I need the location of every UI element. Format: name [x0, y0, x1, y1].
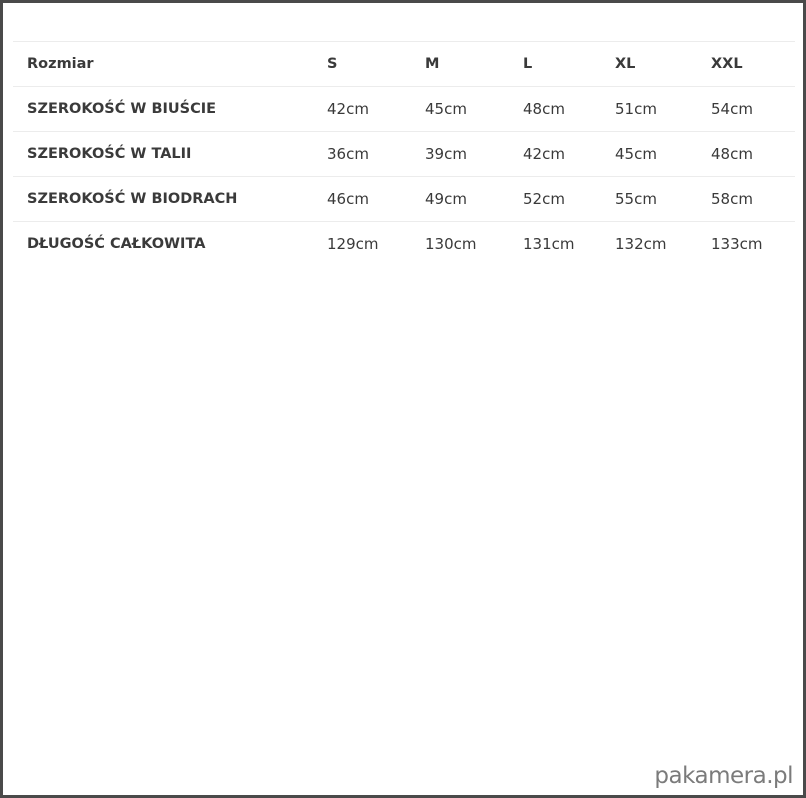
table-cell: 51cm: [601, 87, 697, 132]
row-label: DŁUGOŚĆ CAŁKOWITA: [13, 222, 313, 267]
table-cell: 52cm: [509, 177, 601, 222]
table-row: [13, 222, 795, 267]
table-cell: 45cm: [601, 132, 697, 177]
header-size-xl: XL: [601, 42, 697, 87]
table-cell: 49cm: [411, 177, 509, 222]
table-cell: 42cm: [509, 132, 601, 177]
table-cell: 133cm: [697, 222, 795, 267]
pakamera-watermark: pakamera.pl: [654, 763, 793, 789]
table-cell: 130cm: [411, 222, 509, 267]
header-size-label: Rozmiar: [13, 42, 313, 87]
table-cell: 48cm: [697, 132, 795, 177]
row-label: SZEROKOŚĆ W BIUŚCIE: [13, 87, 313, 132]
header-size-l: L: [509, 42, 601, 87]
size-table: [13, 41, 795, 266]
row-label: SZEROKOŚĆ W BIODRACH: [13, 177, 313, 222]
header-size-xxl: XXL: [697, 42, 795, 87]
table-row: [13, 132, 795, 177]
table-cell: 48cm: [509, 87, 601, 132]
table-cell: 45cm: [411, 87, 509, 132]
row-label: SZEROKOŚĆ W TALII: [13, 132, 313, 177]
header-size-m: M: [411, 42, 509, 87]
table-row: [13, 177, 795, 222]
table-cell: 129cm: [313, 222, 411, 267]
table-cell: 46cm: [313, 177, 411, 222]
table-header-row: [13, 42, 795, 87]
table-cell: 58cm: [697, 177, 795, 222]
table-cell: 131cm: [509, 222, 601, 267]
table-cell: 36cm: [313, 132, 411, 177]
size-chart: [13, 41, 795, 266]
table-row: [13, 87, 795, 132]
table-cell: 132cm: [601, 222, 697, 267]
header-size-s: S: [313, 42, 411, 87]
table-cell: 39cm: [411, 132, 509, 177]
table-cell: 54cm: [697, 87, 795, 132]
table-cell: 55cm: [601, 177, 697, 222]
table-cell: 42cm: [313, 87, 411, 132]
